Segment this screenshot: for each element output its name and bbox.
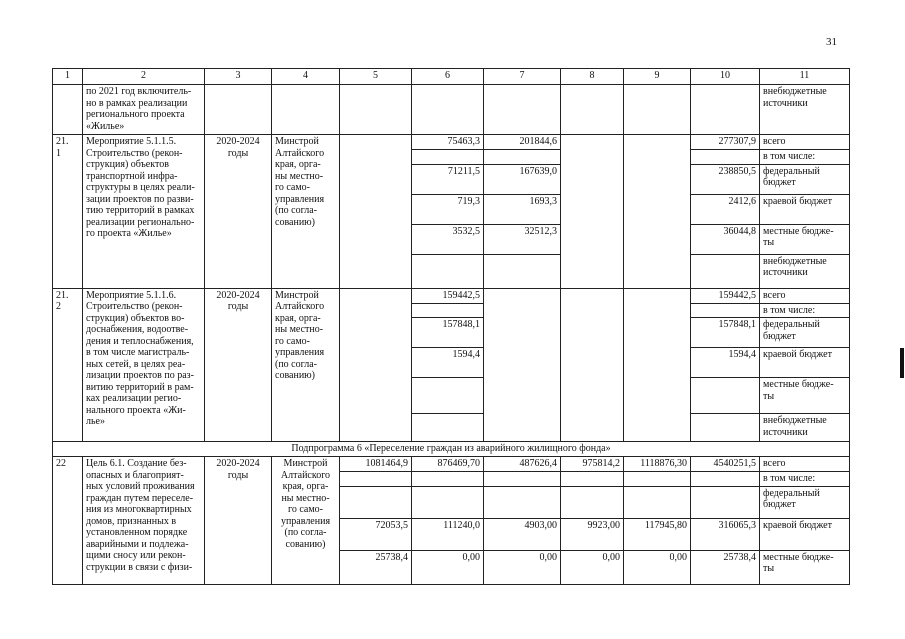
column-header: 11 (760, 69, 850, 85)
value-cell: 876469,70 (412, 457, 484, 472)
column-header: 3 (205, 69, 272, 85)
column-header: 10 (691, 69, 760, 85)
funding-source: местные бюдже- ты (760, 550, 850, 584)
value-cell: 157848,1 (412, 318, 484, 348)
scan-margin-mark (900, 348, 904, 378)
table-row (53, 135, 850, 150)
value-cell: 4903,00 (484, 518, 561, 550)
funding-source: внебюджетные источники (760, 254, 850, 288)
funding-source: в том числе: (760, 472, 850, 487)
value-cell: 0,00 (484, 550, 561, 584)
subprogram-row (53, 442, 850, 457)
value-cell: 975814,2 (561, 457, 624, 472)
funding-source: местные бюдже- ты (760, 224, 850, 254)
period: 2020-2024 годы (205, 288, 272, 442)
funding-source: федеральный бюджет (760, 486, 850, 518)
activity-text: Цель 6.1. Создание без- опасных и благоприят- ных условий проживания граждан путем переселе- ния из многоквартирных домов, признанных в установленном порядке аварийными и подлежа- щими сносу или рекон- струкции в связи с физи- (83, 457, 205, 585)
header-row (53, 69, 850, 85)
value-cell: 32512,3 (484, 224, 561, 254)
total-cell: 277307,9 (691, 135, 760, 150)
funding-source: в том числе: (760, 150, 850, 165)
value-cell: 201844,6 (484, 135, 561, 150)
total-cell: 36044,8 (691, 224, 760, 254)
total-cell: 157848,1 (691, 318, 760, 348)
value-cell: 1693,3 (484, 194, 561, 224)
funding-source: местные бюдже- ты (760, 378, 850, 414)
row-number: 21. 2 (53, 288, 83, 442)
activity-text: Мероприятие 5.1.1.5. Строительство (рекон- струкция) объектов транспортной инфра- структуры в целях реали- зации проектов по разви- тию территорий в рамках реализации регионально- го проекта «Жилье» (83, 135, 205, 289)
total-cell: 316065,3 (691, 518, 760, 550)
funding-source: внебюджетные источники (760, 414, 850, 442)
column-header: 9 (624, 69, 691, 85)
column-header: 7 (484, 69, 561, 85)
period: 2020-2024 годы (205, 457, 272, 585)
table-row (53, 288, 850, 303)
value-cell: 0,00 (412, 550, 484, 584)
subprogram-title: Подпрограмма 6 «Переселение граждан из аварийного жилищного фонда» (53, 442, 850, 457)
funding-source: федеральный бюджет (760, 318, 850, 348)
value-cell: 111240,0 (412, 518, 484, 550)
funding-source: краевой бюджет (760, 518, 850, 550)
executor: Минстрой Алтайского края, орга- ны местно- го само- управления (по согла- сованию) (272, 288, 340, 442)
executor: Минстрой Алтайского края, орга- ны местно- го само- управления (по согла- сованию) (272, 135, 340, 289)
total-cell: 159442,5 (691, 288, 760, 303)
value-cell: 167639,0 (484, 164, 561, 194)
row-number: 21. 1 (53, 135, 83, 289)
value-cell: 117945,80 (624, 518, 691, 550)
value-cell: 0,00 (561, 550, 624, 584)
total-cell: 238850,5 (691, 164, 760, 194)
total-cell: 25738,4 (691, 550, 760, 584)
funding-source: в том числе: (760, 303, 850, 318)
value-cell: 1594,4 (412, 348, 484, 378)
period: 2020-2024 годы (205, 135, 272, 289)
column-header: 1 (53, 69, 83, 85)
column-header: 5 (340, 69, 412, 85)
value-cell: 1118876,30 (624, 457, 691, 472)
value-cell: 487626,4 (484, 457, 561, 472)
budget-table (52, 68, 850, 585)
column-header: 6 (412, 69, 484, 85)
value-cell: 1081464,9 (340, 457, 412, 472)
table-row (53, 85, 850, 135)
column-header: 2 (83, 69, 205, 85)
executor: Минстрой Алтайского края, орга- ны местно- го само- управления (по согла- сованию) (272, 457, 340, 585)
column-header: 8 (561, 69, 624, 85)
funding-source: всего (760, 135, 850, 150)
page-number: 31 (826, 36, 837, 48)
total-cell: 2412,6 (691, 194, 760, 224)
funding-source: всего (760, 288, 850, 303)
activity-text: Мероприятие 5.1.1.6. Строительство (рекон- струкция) объектов во- доснабжения, водоотве- дения и теплоснабжения, в том числе магистраль- ных сетей, в целях реа- лизации проектов по раз- витию территорий в рам- ках реализации регио- нального проекта «Жи- лье» (83, 288, 205, 442)
column-header: 4 (272, 69, 340, 85)
table-row (53, 457, 850, 472)
total-cell: 4540251,5 (691, 457, 760, 472)
funding-source: внебюджетные источники (760, 85, 850, 135)
value-cell: 75463,3 (412, 135, 484, 150)
funding-source: краевой бюджет (760, 348, 850, 378)
activity-text: по 2021 год включитель- но в рамках реализации регионального проекта «Жилье» (83, 85, 205, 135)
value-cell: 9923,00 (561, 518, 624, 550)
value-cell: 71211,5 (412, 164, 484, 194)
value-cell: 159442,5 (412, 288, 484, 303)
value-cell: 719,3 (412, 194, 484, 224)
value-cell: 0,00 (624, 550, 691, 584)
funding-source: краевой бюджет (760, 194, 850, 224)
value-cell: 3532,5 (412, 224, 484, 254)
total-cell: 1594,4 (691, 348, 760, 378)
funding-source: всего (760, 457, 850, 472)
row-number: 22 (53, 457, 83, 585)
funding-source: федеральный бюджет (760, 164, 850, 194)
value-cell: 25738,4 (340, 550, 412, 584)
value-cell: 72053,5 (340, 518, 412, 550)
